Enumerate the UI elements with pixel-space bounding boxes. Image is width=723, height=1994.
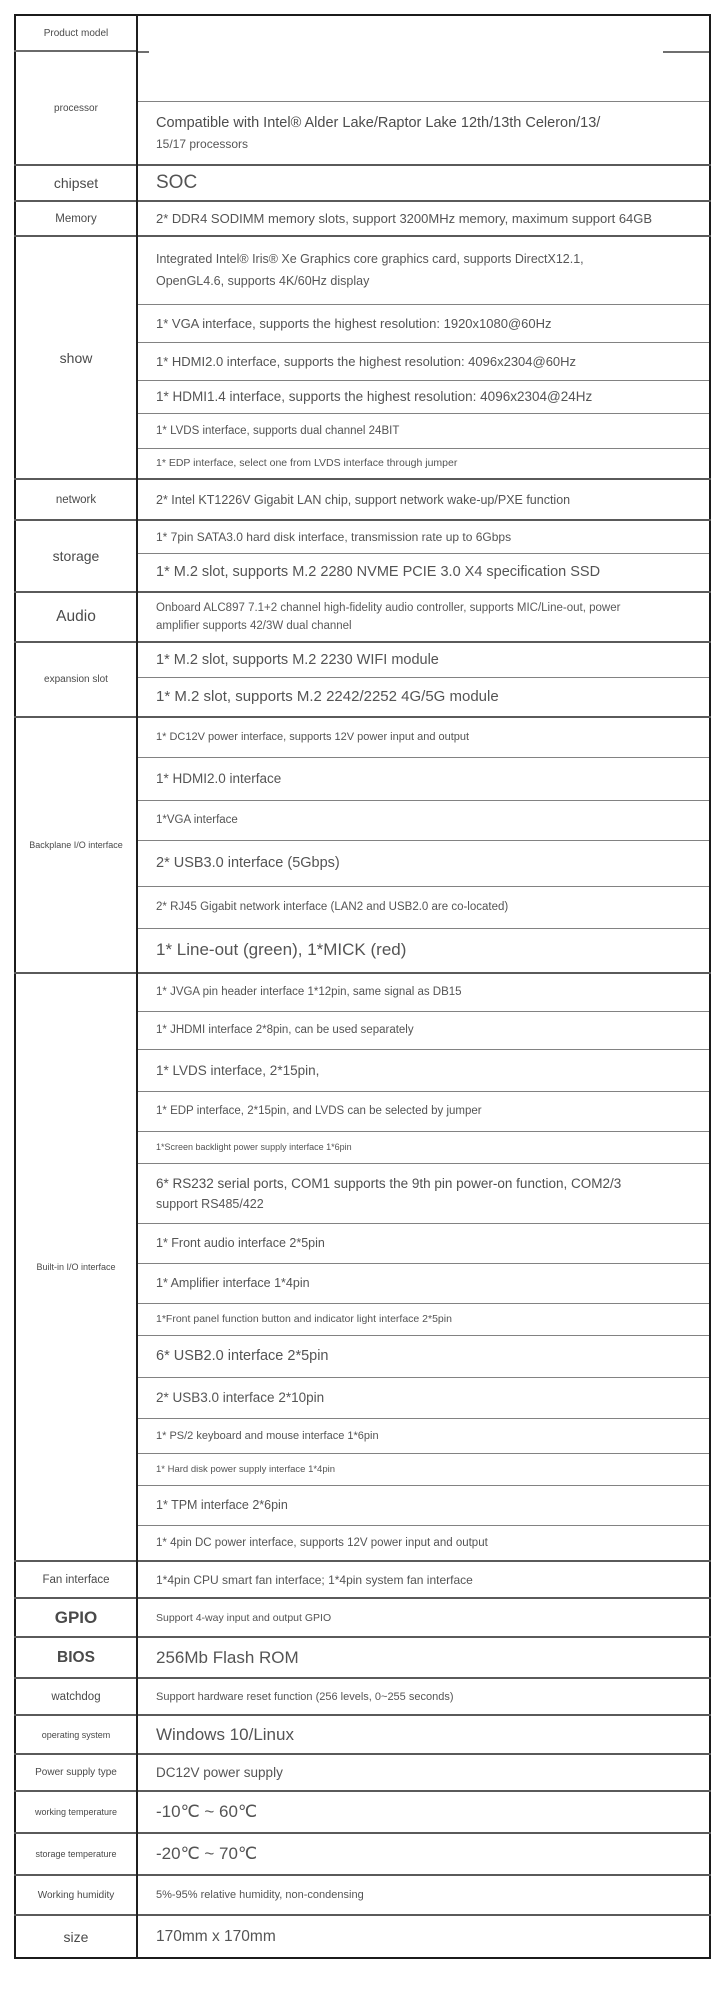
row-label-working-temp: working temperature [15, 1791, 137, 1833]
rs232-line-2: support RS485/422 [156, 1196, 264, 1211]
row-label-gpio: GPIO [15, 1598, 137, 1637]
audio-line-2: amplifier supports 42/3W dual channel [156, 620, 352, 632]
row-value-os: Windows 10/Linux [137, 1715, 710, 1754]
table-row [15, 15, 710, 51]
row-value-storage-m2: 1* M.2 slot, supports M.2 2280 NVME PCIE 3.0 X4 specification SSD [137, 553, 710, 592]
row-label-memory: Memory [15, 201, 137, 236]
table-row [15, 1915, 710, 1958]
rs232-line-1: 6* RS232 serial ports, COM1 supports the 9th pin power-on function, COM2/3 [156, 1175, 622, 1191]
row-value-bi-front-audio: 1* Front audio interface 2*5pin [137, 1223, 710, 1263]
table-row [15, 1561, 710, 1598]
row-value-bi-ps2: 1* PS/2 keyboard and mouse interface 1*6pin [137, 1418, 710, 1453]
table-row [15, 1791, 710, 1833]
row-value-bp-vga: 1*VGA interface [137, 800, 710, 840]
row-value-bi-rs232 [137, 1163, 710, 1223]
table-row [15, 1678, 710, 1715]
row-value-bi-tpm: 1* TPM interface 2*6pin [137, 1485, 710, 1525]
table-row [15, 51, 710, 101]
table-row [15, 236, 710, 304]
graphics-line-1: Integrated Intel® Iris® Xe Graphics core graphics card, supports DirectX12.1, [156, 252, 584, 267]
row-label-product-model: Product model [15, 15, 137, 51]
row-value-product-model [137, 15, 710, 51]
row-label-audio: Audio [15, 592, 137, 642]
row-label-fan: Fan interface [15, 1561, 137, 1598]
table-row [15, 1833, 710, 1875]
row-value-watchdog: Support hardware reset function (256 levels, 0~255 seconds) [137, 1678, 710, 1715]
row-value-bios: 256Mb Flash ROM [137, 1637, 710, 1678]
row-label-power-supply: Power supply type [15, 1754, 137, 1791]
row-label-os: operating system [15, 1715, 137, 1754]
row-value-show-hdmi14: 1* HDMI1.4 interface, supports the highest resolution: 4096x2304@24Hz [137, 380, 710, 413]
row-label-network: network [15, 479, 137, 520]
table-row [15, 201, 710, 236]
row-value-bp-dc12v: 1* DC12V power interface, supports 12V power input and output [137, 717, 710, 757]
row-label-show: show [15, 236, 137, 479]
table-row [15, 165, 710, 201]
row-value-show-lvds: 1* LVDS interface, supports dual channel 24BIT [137, 413, 710, 448]
row-label-expansion-slot: expansion slot [15, 642, 137, 717]
row-value-bi-backlight: 1*Screen backlight power supply interface 1*6pin [137, 1131, 710, 1163]
spec-table [14, 14, 711, 1959]
row-label-bios: BIOS [15, 1637, 137, 1678]
row-value-fan: 1*4pin CPU smart fan interface; 1*4pin system fan interface [137, 1561, 710, 1598]
row-value-show-graphics [137, 236, 710, 304]
table-row [15, 1637, 710, 1678]
row-value-gpio: Support 4-way input and output GPIO [137, 1598, 710, 1637]
row-value-bp-usb3: 2* USB3.0 interface (5Gbps) [137, 840, 710, 886]
row-value-bp-rj45: 2* RJ45 Gigabit network interface (LAN2 and USB2.0 are co-located) [137, 886, 710, 928]
row-label-builtin-io: Built-in I/O interface [15, 973, 137, 1561]
row-label-chipset: chipset [15, 165, 137, 201]
row-value-show-hdmi20: 1* HDMI2.0 interface, supports the highest resolution: 4096x2304@60Hz [137, 342, 710, 380]
table-row [15, 1598, 710, 1637]
row-value-bi-usb3: 2* USB3.0 interface 2*10pin [137, 1377, 710, 1418]
row-value-bi-edp: 1* EDP interface, 2*15pin, and LVDS can be selected by jumper [137, 1091, 710, 1131]
table-row [15, 717, 710, 757]
row-value-bp-hdmi: 1* HDMI2.0 interface [137, 757, 710, 800]
row-value-show-vga: 1* VGA interface, supports the highest resolution: 1920x1080@60Hz [137, 304, 710, 342]
row-value-storage-sata: 1* 7pin SATA3.0 hard disk interface, transmission rate up to 6Gbps [137, 520, 710, 553]
table-row [15, 1715, 710, 1754]
table-row [15, 973, 710, 1011]
row-value-processor-erased [137, 51, 710, 101]
row-value-memory: 2* DDR4 SODIMM memory slots, support 3200MHz memory, maximum support 64GB [137, 201, 710, 236]
table-row [15, 479, 710, 520]
processor-line-2: 15/17 processors [156, 136, 249, 151]
table-row [15, 1754, 710, 1791]
row-value-processor [137, 101, 710, 165]
row-label-watchdog: watchdog [15, 1678, 137, 1715]
row-value-bi-front-panel: 1*Front panel function button and indicator light interface 2*5pin [137, 1303, 710, 1335]
row-value-storage-temp: -20℃ ~ 70℃ [137, 1833, 710, 1875]
spec-sheet [14, 14, 711, 1959]
row-value-bi-usb2: 6* USB2.0 interface 2*5pin [137, 1335, 710, 1377]
processor-line-1: Compatible with Intel® Alder Lake/Raptor Lake 12th/13th Celeron/13/ [156, 114, 601, 131]
border-remnant-right [663, 51, 709, 53]
row-value-bi-jhdmi: 1* JHDMI interface 2*8pin, can be used separately [137, 1011, 710, 1049]
row-value-bi-4pin-dc: 1* 4pin DC power interface, supports 12V power input and output [137, 1525, 710, 1561]
row-value-power-supply: DC12V power supply [137, 1754, 710, 1791]
row-value-bi-jvga: 1* JVGA pin header interface 1*12pin, same signal as DB15 [137, 973, 710, 1011]
row-value-expansion-4g5g: 1* M.2 slot, supports M.2 2242/2252 4G/5G module [137, 677, 710, 717]
table-row [15, 592, 710, 642]
row-label-backplane-io: Backplane I/O interface [15, 717, 137, 973]
row-value-humidity: 5%-95% relative humidity, non-condensing [137, 1875, 710, 1915]
row-label-storage: storage [15, 520, 137, 592]
row-value-expansion-wifi: 1* M.2 slot, supports M.2 2230 WIFI module [137, 642, 710, 677]
row-label-humidity: Working humidity [15, 1875, 137, 1915]
row-value-audio [137, 592, 710, 642]
row-value-bi-hdd-power: 1* Hard disk power supply interface 1*4pin [137, 1453, 710, 1485]
row-value-bp-lineout: 1* Line-out (green), 1*MICK (red) [137, 928, 710, 973]
table-row [15, 520, 710, 553]
audio-line-1: Onboard ALC897 7.1+2 channel high-fidelity audio controller, supports MIC/Line-out, power [156, 602, 621, 614]
row-value-bi-amplifier: 1* Amplifier interface 1*4pin [137, 1263, 710, 1303]
row-label-processor: processor [15, 51, 137, 165]
row-label-size: size [15, 1915, 137, 1958]
row-value-show-edp: 1* EDP interface, select one from LVDS interface through jumper [137, 448, 710, 479]
row-value-size: 170mm x 170mm [137, 1915, 710, 1958]
row-value-chipset: SOC [137, 165, 710, 201]
row-value-bi-lvds: 1* LVDS interface, 2*15pin, [137, 1049, 710, 1091]
border-remnant-left [138, 51, 149, 53]
table-row [15, 1875, 710, 1915]
row-label-storage-temp: storage temperature [15, 1833, 137, 1875]
graphics-line-2: OpenGL4.6, supports 4K/60Hz display [156, 274, 370, 289]
row-value-network: 2* Intel KT1226V Gigabit LAN chip, support network wake-up/PXE function [137, 479, 710, 520]
row-value-working-temp: -10℃ ~ 60℃ [137, 1791, 710, 1833]
table-row [15, 642, 710, 677]
